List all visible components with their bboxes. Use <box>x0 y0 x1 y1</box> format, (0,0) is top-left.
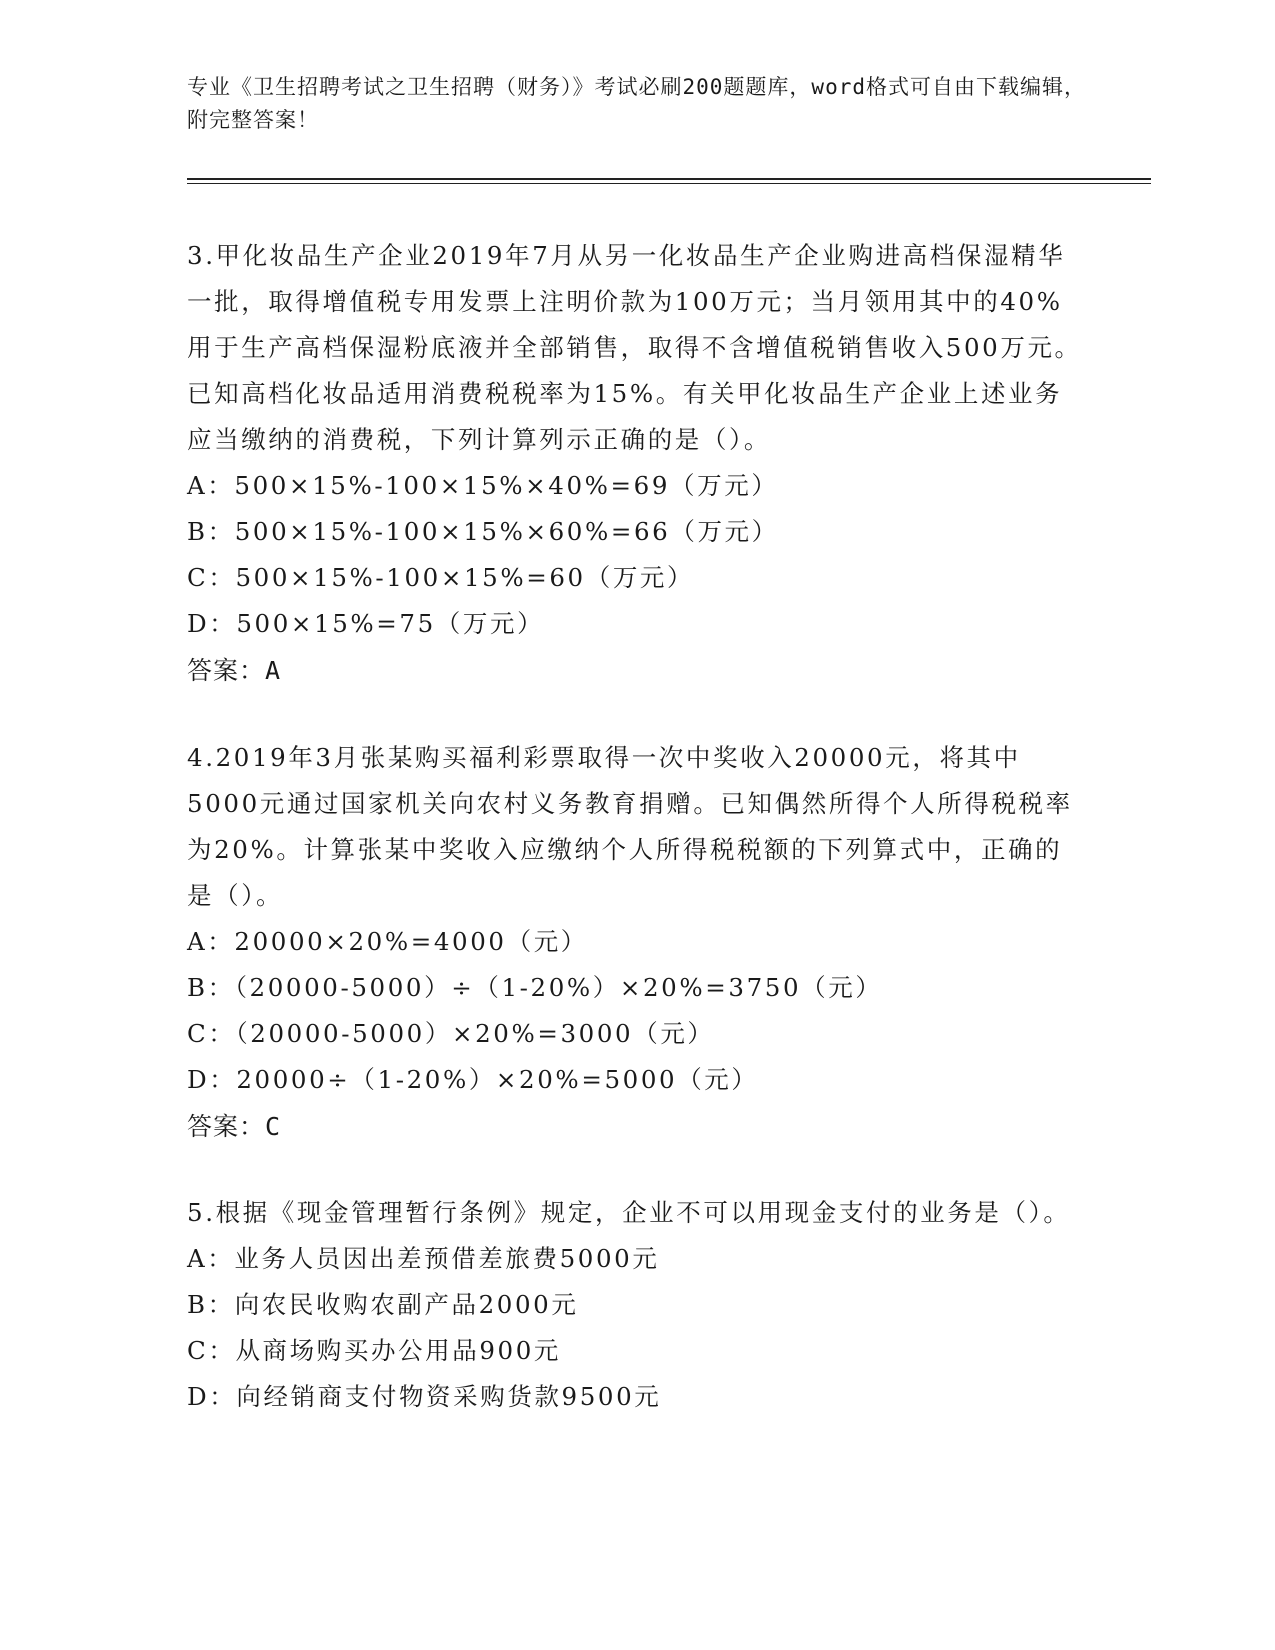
option-b: B：500×15%-100×15%×60%=66（万元） <box>187 517 779 546</box>
question-stem: 4.2019年3月张某购买福利彩票取得一次中奖收入20000元，将其中5000元通过国家机关向农村义务教育捐赠。已知偶然所得个人所得税税率为20%。计算张某中奖收入应缴纳个人所得税税额的下列算式中，正确的是（）。 <box>187 743 1073 910</box>
option-list <box>187 919 1087 1103</box>
option-a: A：业务人员因出差预借差旅费5000元 <box>187 1244 660 1273</box>
question-5 <box>187 1190 1087 1420</box>
option-list <box>187 1236 1087 1420</box>
option-c: C：500×15%-100×15%=60（万元） <box>187 563 695 592</box>
option-d: D：500×15%=75（万元） <box>187 609 545 638</box>
document-header-note: 专业《卫生招聘考试之卫生招聘（财务）》考试必刷200题题库，word格式可自由下载编辑，附完整答案！ <box>187 75 1086 132</box>
question-stem: 3.甲化妆品生产企业2019年7月从另一化妆品生产企业购进高档保湿精华一批，取得增值税专用发票上注明价款为100万元；当月领用其中的40%用于生产高档保湿粉底液并全部销售，取得不含增值税销售收入500万元。已知高档化妆品适用消费税税率为15%。有关甲化妆品生产企业上述业务应当缴纳的消费税，下列计算列示正确的是（）。 <box>187 241 1082 454</box>
option-c: C：从商场购买办公用品900元 <box>187 1336 562 1365</box>
option-a: A：20000×20%=4000（元） <box>187 927 588 956</box>
option-d: D：向经销商支付物资采购货款9500元 <box>187 1382 662 1411</box>
question-4 <box>187 735 1087 1151</box>
header-divider-thick <box>187 178 1151 180</box>
option-list <box>187 463 1087 647</box>
option-b: B：向农民收购农副产品2000元 <box>187 1290 579 1319</box>
answer-line: 答案：C <box>187 1112 282 1141</box>
question-stem: 5.根据《现金管理暂行条例》规定，企业不可以用现金支付的业务是（）。 <box>187 1198 1071 1227</box>
option-d: D：20000÷（1-20%）×20%=5000（元） <box>187 1065 759 1094</box>
option-c: C：（20000-5000）×20%=3000（元） <box>187 1019 715 1048</box>
answer-line: 答案：A <box>187 656 282 685</box>
option-a: A：500×15%-100×15%×40%=69（万元） <box>187 471 779 500</box>
header-divider-thin <box>187 183 1151 184</box>
question-3 <box>187 233 1087 695</box>
option-b: B：（20000-5000）÷（1-20%）×20%=3750（元） <box>187 973 883 1002</box>
